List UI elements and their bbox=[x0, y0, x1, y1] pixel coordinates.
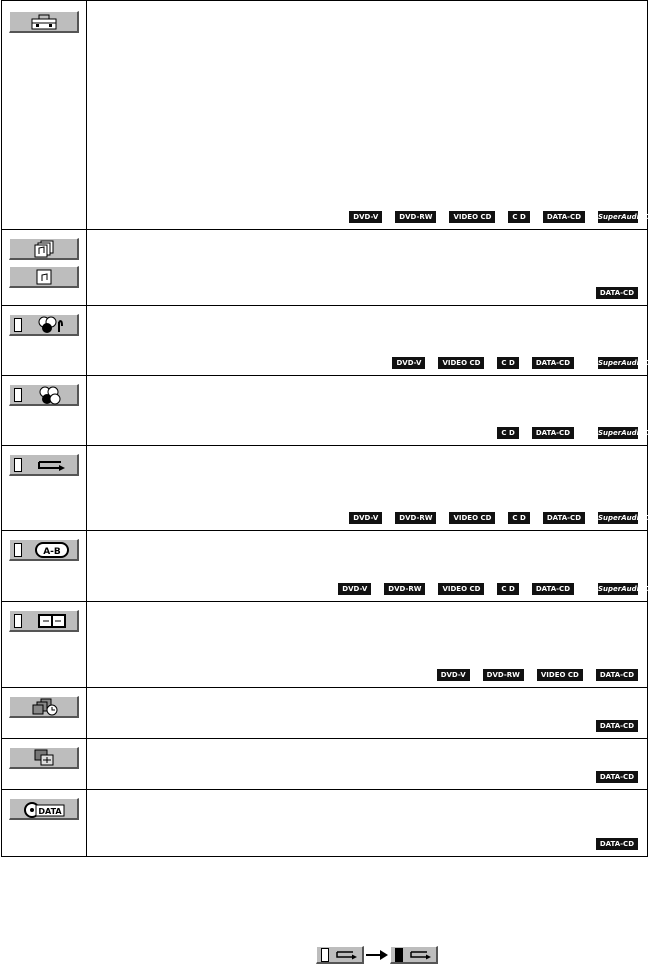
table-row bbox=[2, 376, 648, 446]
svg-text:DATA: DATA bbox=[37, 806, 62, 816]
icon-cell bbox=[2, 602, 87, 688]
control-menu-table bbox=[1, 0, 655, 857]
badge-dvd-rw: DVD-RW bbox=[384, 583, 425, 595]
a-b-repeat-icon[interactable] bbox=[9, 539, 79, 561]
repeat-toggle-example bbox=[316, 946, 438, 964]
format-badges bbox=[583, 720, 638, 732]
badge-dvd-rw: DVD-RW bbox=[395, 512, 436, 524]
right-arrow-icon bbox=[364, 949, 390, 961]
icon-cell bbox=[2, 376, 87, 446]
badge-super-audio-cd: SuperAudioCD bbox=[598, 514, 655, 522]
description-cell bbox=[87, 446, 655, 531]
icon-cell bbox=[2, 531, 87, 602]
track-icon[interactable] bbox=[9, 266, 79, 288]
description-cell bbox=[87, 230, 648, 306]
indicator-icon bbox=[14, 458, 22, 472]
format-badges bbox=[583, 287, 638, 299]
format-badges bbox=[424, 669, 638, 681]
badge-dvd-rw: DVD-RW bbox=[483, 669, 524, 681]
badge-data-cd: DATA-CD bbox=[532, 357, 574, 369]
icon-cell bbox=[2, 1, 87, 230]
badge-video-cd: VIDEO CD bbox=[449, 512, 495, 524]
indicator-icon bbox=[14, 614, 22, 628]
table-row bbox=[2, 688, 648, 739]
format-badges bbox=[336, 211, 655, 223]
format-badges bbox=[583, 838, 638, 850]
table-row bbox=[2, 602, 648, 688]
table-row bbox=[2, 1, 648, 230]
badge-data-cd: DATA-CD bbox=[532, 583, 574, 595]
badge-dvd-v: DVD-V bbox=[349, 211, 382, 223]
description-cell bbox=[87, 739, 648, 790]
description-cell bbox=[87, 531, 655, 602]
badge-super-audio-cd: SuperAudioCD bbox=[598, 429, 655, 437]
svg-text:A-B: A-B bbox=[42, 546, 61, 557]
interval-icon[interactable] bbox=[9, 696, 79, 718]
album-icon[interactable] bbox=[9, 238, 79, 260]
badge-super-audio-cd: SuperAudioCD bbox=[598, 213, 655, 221]
badge-dvd-v: DVD-V bbox=[437, 669, 470, 681]
badge-dvd-v: DVD-V bbox=[338, 583, 371, 595]
badge-super-audio-cd: SuperAudioCD bbox=[598, 585, 655, 593]
format-badges bbox=[325, 583, 655, 595]
shuffle-play-icon[interactable] bbox=[9, 384, 79, 406]
badge-dvd-v: DVD-V bbox=[392, 357, 425, 369]
description-cell bbox=[87, 790, 648, 857]
data-mode-icon[interactable] bbox=[9, 798, 79, 820]
indicator-icon bbox=[14, 543, 22, 557]
format-badges bbox=[583, 771, 638, 783]
badge-cd: C D bbox=[497, 583, 518, 595]
badge-video-cd: VIDEO CD bbox=[449, 211, 495, 223]
badge-data-cd: DATA-CD bbox=[532, 427, 574, 439]
badge-data-cd: DATA-CD bbox=[596, 287, 638, 299]
toolbox-icon[interactable] bbox=[9, 11, 79, 33]
badge-data-cd: DATA-CD bbox=[543, 211, 585, 223]
indicator-icon bbox=[14, 318, 22, 332]
indicator-icon bbox=[14, 388, 22, 402]
description-cell bbox=[87, 1, 655, 230]
badge-cd: C D bbox=[508, 512, 529, 524]
indicator-icon bbox=[395, 948, 403, 962]
badge-data-cd: DATA-CD bbox=[596, 669, 638, 681]
format-badges bbox=[484, 427, 655, 439]
badge-data-cd: DATA-CD bbox=[543, 512, 585, 524]
description-cell bbox=[87, 306, 655, 376]
icon-cell bbox=[2, 739, 87, 790]
badge-dvd-v: DVD-V bbox=[349, 512, 382, 524]
effect-icon[interactable] bbox=[9, 747, 79, 769]
description-cell bbox=[87, 688, 648, 739]
badge-data-cd: DATA-CD bbox=[596, 720, 638, 732]
repeat-play-icon bbox=[390, 946, 438, 964]
icon-cell bbox=[2, 790, 87, 857]
badge-dvd-rw: DVD-RW bbox=[395, 211, 436, 223]
icon-cell bbox=[2, 230, 87, 306]
icon-cell bbox=[2, 306, 87, 376]
badge-super-audio-cd: SuperAudioCD bbox=[598, 359, 655, 367]
table-row bbox=[2, 739, 648, 790]
badge-video-cd: VIDEO CD bbox=[438, 583, 484, 595]
badge-data-cd: DATA-CD bbox=[596, 771, 638, 783]
icon-cell bbox=[2, 446, 87, 531]
format-badges bbox=[336, 512, 655, 524]
program-play-icon[interactable] bbox=[9, 314, 79, 336]
badge-data-cd: DATA-CD bbox=[596, 838, 638, 850]
icon-cell bbox=[2, 688, 87, 739]
badge-cd: C D bbox=[497, 357, 518, 369]
indicator-icon bbox=[321, 948, 329, 962]
table-row bbox=[2, 306, 648, 376]
repeat-play-icon[interactable] bbox=[9, 454, 79, 476]
description-cell bbox=[87, 376, 655, 446]
badge-cd: C D bbox=[508, 211, 529, 223]
format-badges bbox=[379, 357, 655, 369]
table-row bbox=[2, 790, 648, 857]
sharpness-icon[interactable] bbox=[9, 610, 79, 632]
table-row bbox=[2, 230, 648, 306]
badge-video-cd: VIDEO CD bbox=[438, 357, 484, 369]
table-row bbox=[2, 446, 648, 531]
badge-cd: C D bbox=[497, 427, 518, 439]
badge-video-cd: VIDEO CD bbox=[537, 669, 583, 681]
table-row bbox=[2, 531, 648, 602]
repeat-play-icon bbox=[316, 946, 364, 964]
description-cell bbox=[87, 602, 648, 688]
